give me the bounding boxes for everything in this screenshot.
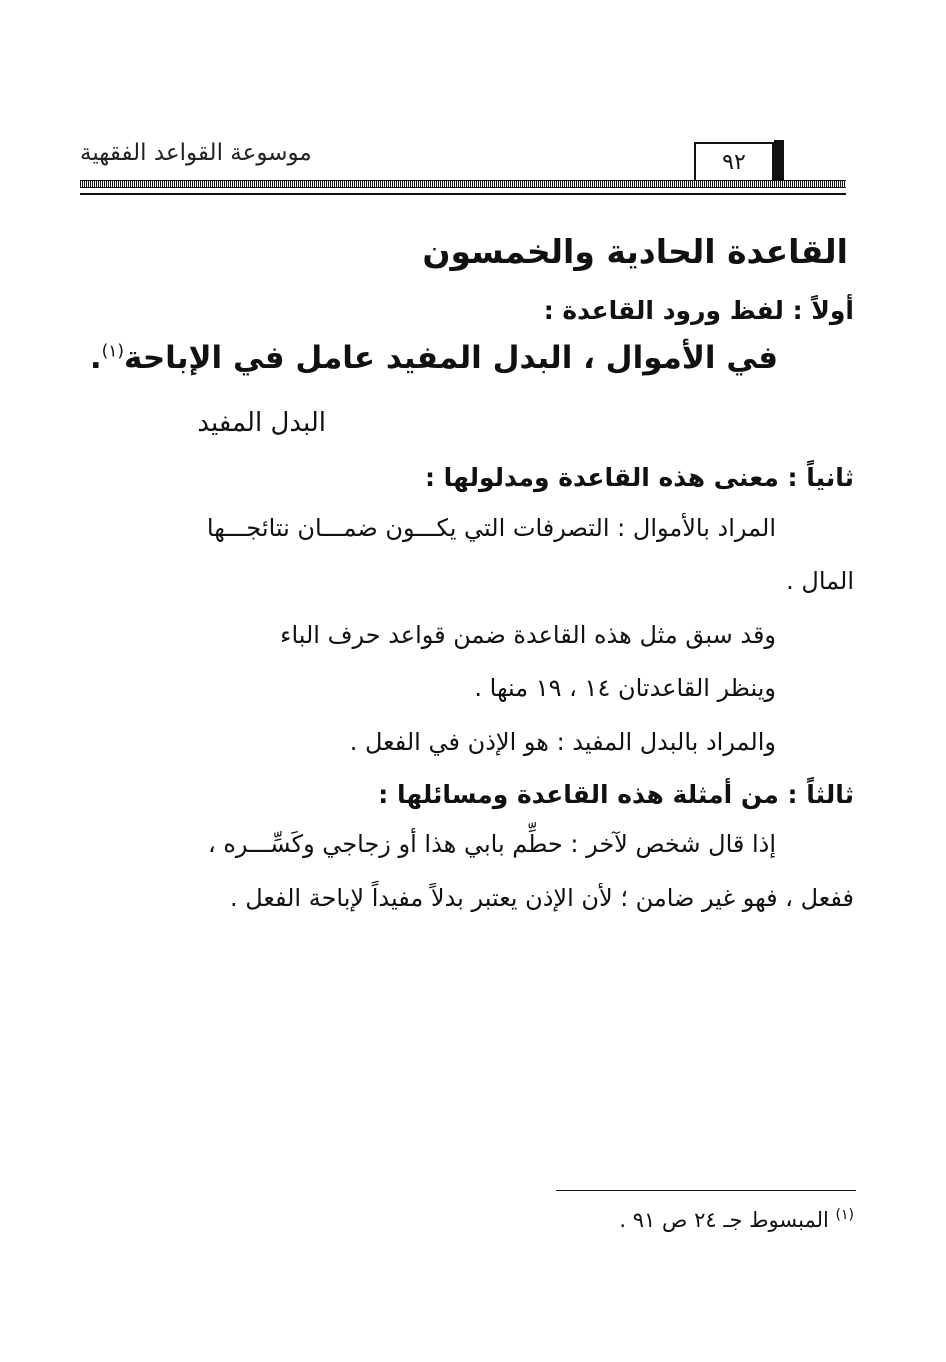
- paragraph-line: المراد بالأموال : التصرفات التي يكـــون ضمـــان نتائجـــها: [206, 514, 776, 542]
- footnote-marker: (١): [835, 1207, 854, 1223]
- rule-statement: [90, 340, 778, 376]
- rule-statement-text: في الأموال ، البدل المفيد عامل في الإباحة: [124, 340, 778, 376]
- rule-statement-end: .: [89, 340, 102, 376]
- page-number: ٩٢: [694, 142, 774, 180]
- example-line: إذا قال شخص لآخر : حطِّم بابي هذا أو زجاجي وكَسِّـــره ،: [207, 830, 776, 858]
- section-heading-second: ثانياً : معنى هذه القاعدة ومدلولها :: [424, 463, 854, 492]
- section-heading-third: ثالثاً : من أمثلة هذه القاعدة ومسائلها :: [378, 780, 854, 809]
- defined-term: البدل المفيد: [197, 408, 326, 438]
- example-line: ففعل ، فهو غير ضامن ؛ لأن الإذن يعتبر بدلاً مفيداً لإباحة الفعل .: [229, 884, 854, 912]
- footnote: [619, 1207, 854, 1232]
- footnote-text: المبسوط جـ ٢٤ ص ٩١ .: [619, 1208, 829, 1232]
- page-number-bar: [774, 140, 784, 184]
- header-rule: [80, 193, 846, 195]
- paragraph-line: المال .: [786, 567, 854, 595]
- paragraph-line: والمراد بالبدل المفيد : هو الإذن في الفعل .: [349, 728, 776, 756]
- section-heading-first: أولاً : لفظ ورود القاعدة :: [543, 296, 854, 325]
- footnote-reference: (١): [101, 341, 125, 362]
- paragraph-line: وقد سبق مثل هذه القاعدة ضمن قواعد حرف الباء: [280, 621, 776, 649]
- paragraph-line: وينظر القاعدتان ١٤ ، ١٩ منها .: [474, 674, 776, 702]
- main-title: القاعدة الحادية والخمسون: [422, 232, 848, 271]
- running-header-title: موسوعة القواعد الفقهية: [80, 140, 312, 166]
- footnote-separator: [556, 1190, 856, 1191]
- header-hatched-band: [80, 180, 846, 188]
